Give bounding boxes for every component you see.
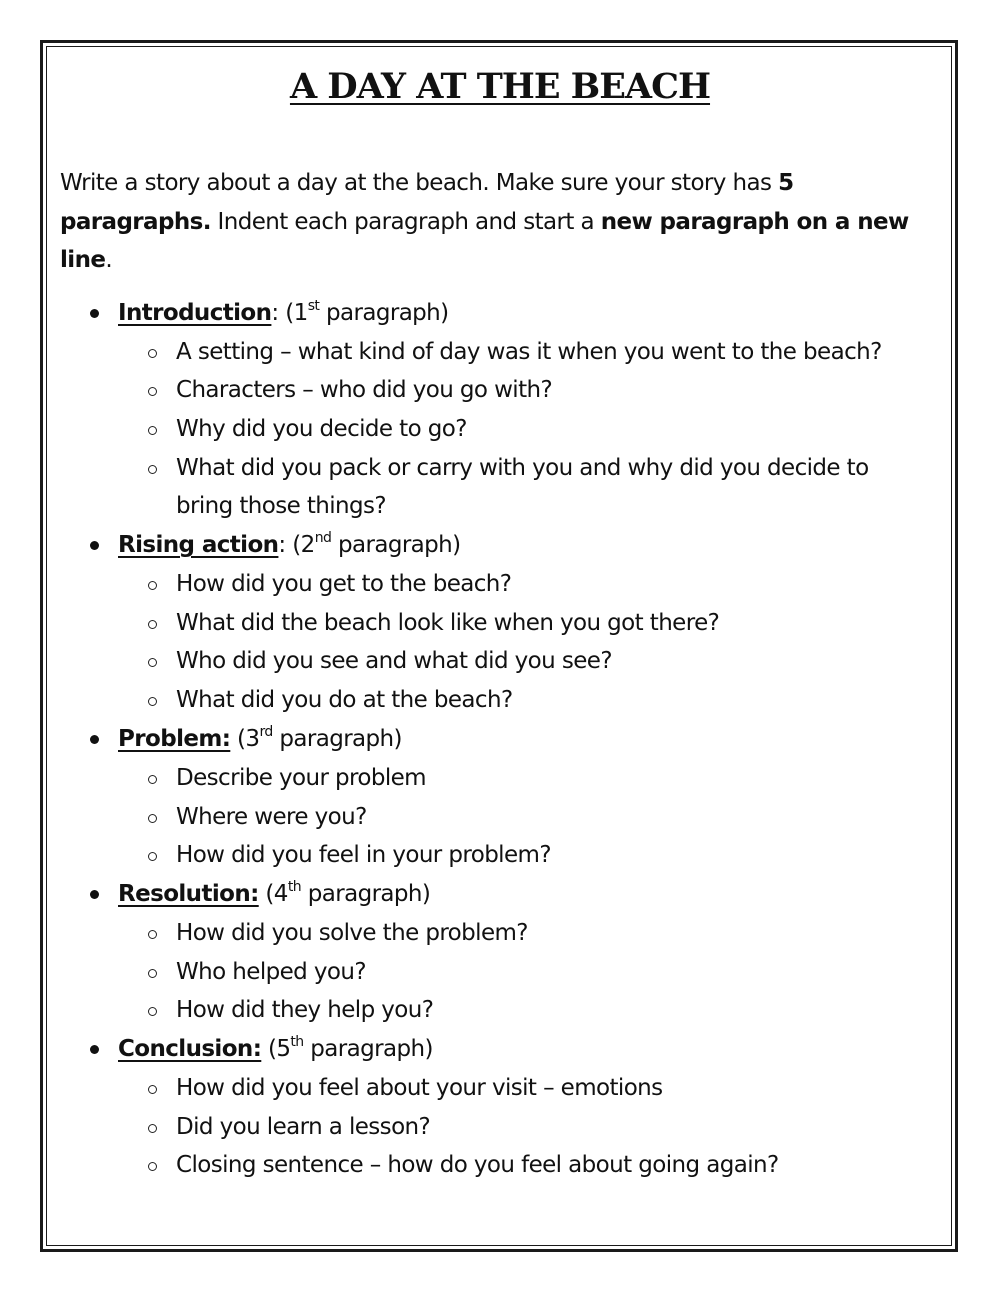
instructions-text-1: Write a story about a day at the beach. Make sure your story has — [60, 170, 779, 196]
section-paragraph-label: paragraph) — [303, 1036, 433, 1063]
section-paragraph-number: (4 — [258, 880, 288, 907]
section-paragraph-number: (3 — [230, 725, 260, 752]
prompt-item — [176, 410, 940, 449]
prompt-item — [176, 914, 940, 953]
prompt-text: Why did you decide to go? — [176, 415, 467, 442]
section-heading — [118, 526, 940, 565]
instructions-bold-1: 5 paragraphs. — [60, 170, 794, 235]
worksheet-content — [60, 58, 940, 1185]
section-name: Conclusion: — [118, 1036, 262, 1063]
prompt-text: What did you pack or carry with you and why did you decide to bring those things? — [176, 454, 869, 520]
section-prompts — [118, 1069, 940, 1185]
prompt-item — [176, 565, 940, 604]
circle-bullet-icon — [148, 426, 157, 435]
circle-bullet-icon — [148, 620, 157, 629]
section-paragraph-label: paragraph) — [331, 532, 461, 559]
prompt-item — [176, 953, 940, 992]
prompt-item — [176, 759, 940, 798]
prompt-text: Characters – who did you go with? — [176, 377, 553, 404]
prompt-text: Where were you? — [176, 803, 367, 830]
prompt-text: What did the beach look like when you got there? — [176, 609, 720, 636]
prompt-item — [176, 371, 940, 410]
prompt-text: How did you feel about your visit – emotions — [176, 1075, 663, 1102]
circle-bullet-icon — [148, 814, 157, 823]
section-heading — [118, 720, 940, 759]
ordinal-suffix: st — [307, 297, 320, 314]
prompt-item — [176, 681, 940, 720]
circle-bullet-icon — [148, 930, 157, 939]
circle-bullet-icon — [148, 969, 157, 978]
prompt-item — [176, 798, 940, 837]
section-paragraph-number: : (1 — [271, 299, 308, 326]
section-name: Resolution: — [118, 880, 259, 907]
prompt-text: A setting – what kind of day was it when you went to the beach? — [176, 338, 882, 365]
prompt-text: What did you do at the beach? — [176, 687, 513, 714]
prompt-text: How did you solve the problem? — [176, 919, 528, 946]
instructions-paragraph — [60, 164, 940, 280]
section-resolution — [60, 875, 940, 1030]
section-prompts — [118, 565, 940, 720]
prompt-text: How did you feel in your problem? — [176, 842, 551, 869]
prompt-text: Closing sentence – how do you feel about going again? — [176, 1152, 779, 1179]
bullet-icon — [90, 309, 99, 318]
section-heading — [118, 875, 940, 914]
prompt-item — [176, 836, 940, 875]
section-paragraph-number: : (2 — [278, 532, 315, 559]
instructions-text-2: Indent each paragraph and start a — [210, 208, 601, 235]
section-heading — [118, 294, 940, 333]
bullet-icon — [90, 541, 99, 550]
ordinal-suffix: th — [290, 1034, 304, 1051]
circle-bullet-icon — [148, 465, 157, 474]
circle-bullet-icon — [148, 1124, 157, 1133]
circle-bullet-icon — [148, 852, 157, 861]
section-name: Rising action — [118, 532, 279, 559]
section-heading — [118, 1030, 940, 1069]
prompt-text: How did you get to the beach? — [176, 571, 512, 598]
prompt-text: How did they help you? — [176, 997, 434, 1024]
circle-bullet-icon — [148, 697, 157, 706]
section-name: Introduction — [118, 299, 272, 326]
bullet-icon — [90, 1045, 99, 1054]
prompt-item — [176, 1108, 940, 1147]
instructions-bold-2: new paragraph on a new line — [60, 208, 909, 273]
bullet-icon — [90, 735, 99, 744]
section-prompts — [118, 759, 940, 875]
prompt-text: Did you learn a lesson? — [176, 1113, 431, 1140]
page-title: A DAY AT THE BEACH — [289, 66, 711, 107]
section-prompts — [118, 333, 940, 527]
prompt-text: Who helped you? — [176, 958, 366, 985]
prompt-item — [176, 991, 940, 1030]
story-outline — [60, 294, 940, 1186]
section-paragraph-number: (5 — [261, 1036, 291, 1063]
section-conclusion — [60, 1030, 940, 1185]
prompt-item — [176, 333, 940, 372]
ordinal-suffix: nd — [314, 530, 332, 547]
circle-bullet-icon — [148, 1085, 157, 1094]
prompt-item — [176, 1146, 940, 1185]
section-paragraph-label: paragraph) — [319, 299, 449, 326]
section-paragraph-label: paragraph) — [301, 880, 431, 907]
circle-bullet-icon — [148, 1162, 157, 1171]
prompt-item — [176, 642, 940, 681]
circle-bullet-icon — [148, 775, 157, 784]
prompt-text: Who did you see and what did you see? — [176, 648, 612, 675]
prompt-item — [176, 1069, 940, 1108]
section-rising-action — [60, 526, 940, 720]
circle-bullet-icon — [148, 658, 157, 667]
circle-bullet-icon — [148, 387, 157, 396]
circle-bullet-icon — [148, 349, 157, 358]
section-introduction — [60, 294, 940, 527]
prompt-item — [176, 604, 940, 643]
circle-bullet-icon — [148, 1007, 157, 1016]
ordinal-suffix: th — [287, 879, 302, 896]
prompt-item — [176, 449, 940, 526]
circle-bullet-icon — [148, 581, 157, 590]
section-paragraph-label: paragraph) — [272, 725, 402, 752]
section-name: Problem: — [118, 725, 231, 752]
section-prompts — [118, 914, 940, 1030]
prompt-text: Describe your problem — [176, 764, 426, 791]
bullet-icon — [90, 890, 99, 899]
ordinal-suffix: rd — [259, 724, 273, 741]
instructions-text-3: . — [105, 247, 113, 273]
section-problem — [60, 720, 940, 875]
